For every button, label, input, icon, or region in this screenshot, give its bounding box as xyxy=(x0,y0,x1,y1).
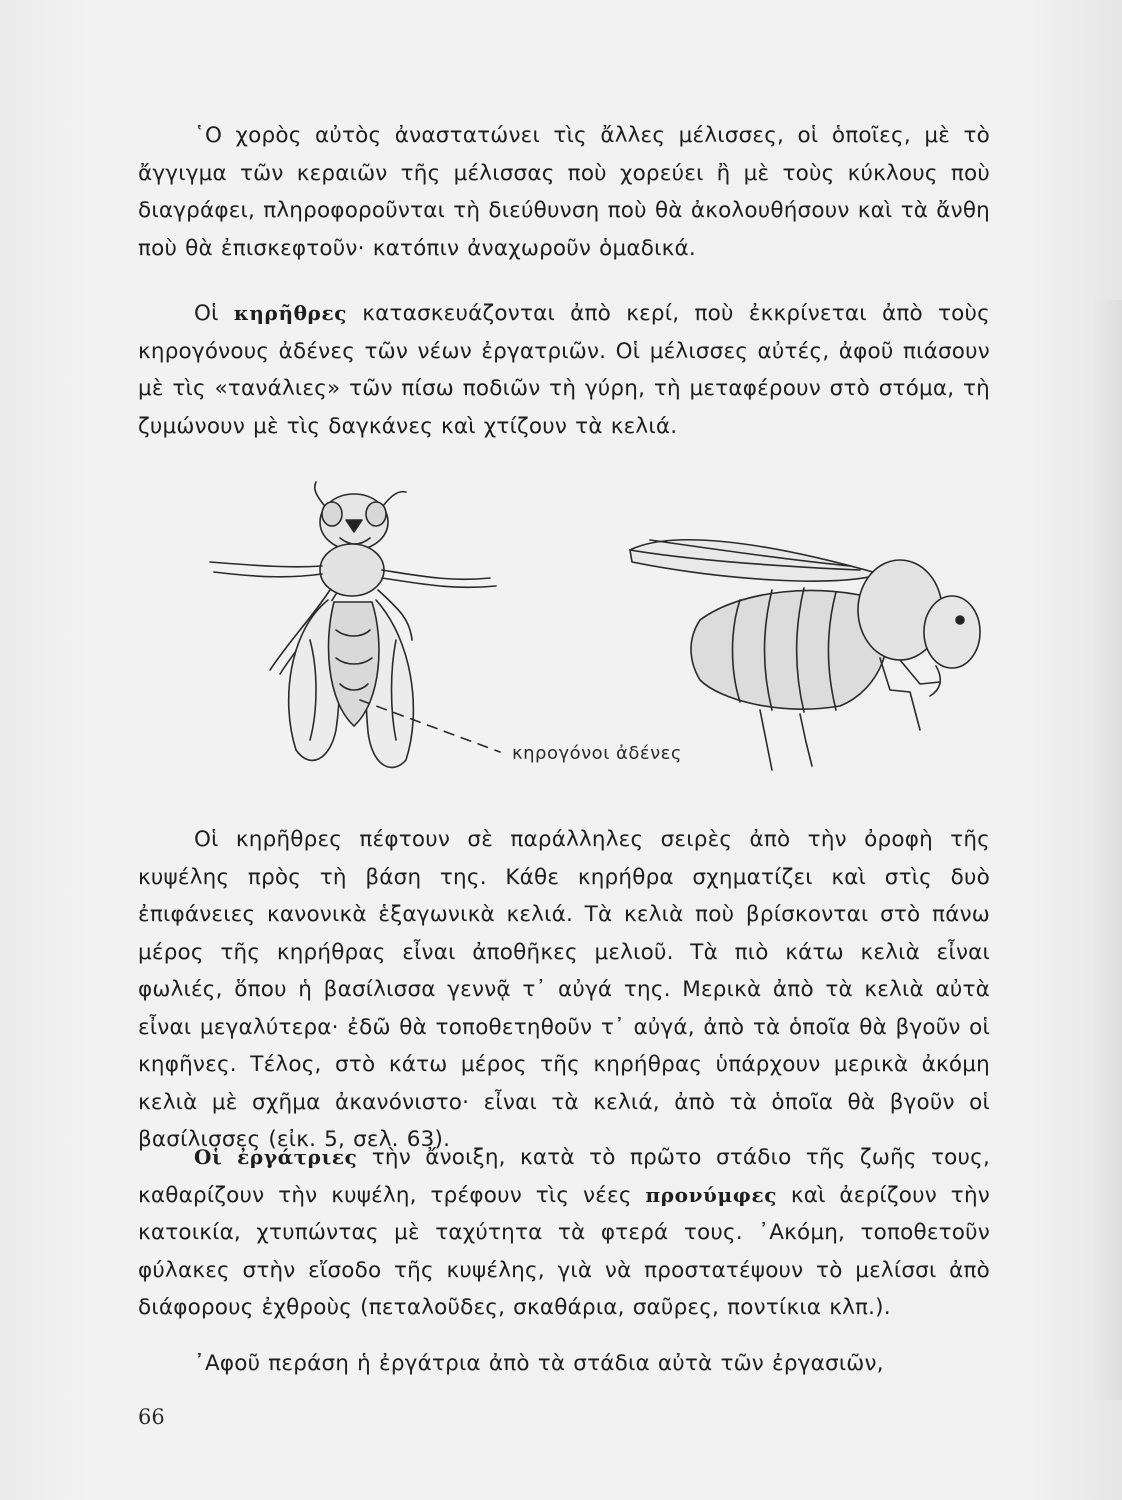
figure-caption: κηρογόνοι ἀδένες xyxy=(512,743,682,764)
paragraph-text: ᾿Αφοῦ περάση ἡ ἐργάτρια ἀπὸ τὰ στάδια αὐτὰ τῶν ἐργασιῶν, xyxy=(194,1351,884,1376)
term-pronymfes: προνύμφες xyxy=(645,1182,778,1207)
paragraph-workers xyxy=(138,1139,990,1327)
paragraph-text: κατασκευάζονται ἀπὸ κερί, ποὺ ἐκκρίνεται ἀπὸ τοὺς κηρογόνους ἀδένες τῶν νέων ἐργατριῶν. Οἱ μέλισσες αὐτές, ἀφοῦ πιάσουν μὲ τὶς «τανάλιες» τῶν πίσω ποδιῶν τὴ γύρη, τὴ μεταφέρουν στὸ στόμα, τὴ ζυμώνουν μὲ τὶς δαγκάνες καὶ χτίζουν τὰ κελιά. xyxy=(138,301,990,439)
paragraph-lead: Οἱ xyxy=(194,301,219,326)
paragraph-bee-dance xyxy=(138,117,990,267)
paragraph-text: καὶ ἀερίζουν τὴν κατοικία, χτυπώντας μὲ ταχύτητα τὰ φτερά τους. ᾿Ακόμη, τοποθετοῦν φύλακες στὴν εἴσοδο τῆς κυψέλης, γιὰ νὰ προστατέψουν τὸ μελίσσι ἀπὸ διάφορους ἐχθροὺς (πεταλοῦδες, σκαθάρια, σαῦρες, ποντίκια κλπ.). xyxy=(138,1182,990,1320)
paragraph-combs-structure xyxy=(138,821,990,1159)
bee-illustration xyxy=(200,470,1000,790)
page-number: 66 xyxy=(138,1405,165,1429)
term-ergatries: Οἱ ἐργάτριες xyxy=(194,1145,358,1169)
paragraph-text: τὴν ἄνοιξη, κατὰ τὸ πρῶτο στάδιο τῆς ζωῆς τους, καθαρίζουν τὴν κυψέλη, τρέφουν τὶς νέες xyxy=(138,1145,990,1208)
bee-side-icon xyxy=(630,540,980,770)
bee-drawing xyxy=(200,470,1000,790)
paragraph-text: ῾Ο χορὸς αὐτὸς ἀναστατώνει τὶς ἄλλες μέλισσες, οἱ ὁποῖες, μὲ τὸ ἄγγιγμα τῶν κεραιῶν τῆς μέλισσας ποὺ χορεύει ἢ μὲ τοὺς κύκλους ποὺ διαγράφει, πληροφοροῦνται τὴ διεύθυνση ποὺ θὰ ἀκολουθήσουν καὶ τὰ ἄνθη ποὺ θὰ ἐπισκεφτοῦν· κατόπιν ἀναχωροῦν ὁμαδικά. xyxy=(138,123,990,261)
paragraph-honeycombs xyxy=(138,295,990,445)
paragraph-text: Οἱ κηρῆθρες πέφτουν σὲ παράλληλες σειρὲς ἀπὸ τὴν ὀροφὴ τῆς κυψέλης πρὸς τὴ βάση της. Κάθε κηρήθρα σχηματίζει καὶ στὶς δυὸ ἐπιφάνειες κανονικὰ ἑξαγωνικὰ κελιά. Τὰ κελιὰ ποὺ βρίσκονται στὸ πάνω μέρος τῆς κηρήθρας εἶναι ἀποθῆκες μελιοῦ. Τὰ πιὸ κάτω κελιὰ εἶναι φωλιές, ὅπου ἡ βασίλισσα γεννᾷ τ᾽ αὐγά της. Μερικὰ ἀπὸ τὰ κελιὰ αὐτὰ εἶναι μεγαλύτερα· ἐδῶ θὰ τοποθετηθοῦν τ᾽ αὐγά, ἀπὸ τὰ ὁποῖα θὰ βγοῦν οἱ κηφῆνες. Τέλος, στὸ κάτω μέρος τῆς κηρήθρας ὑπάρχουν μερικὰ ἀκόμη κελιὰ μὲ σχῆμα ἀκανόνιστο· εἶναι τὰ κελιά, ἀπὸ τὰ ὁποῖα θὰ βγοῦν οἱ βασίλισσες (εἰκ. 5, σελ. 63). xyxy=(138,827,990,1152)
paragraph-continuation xyxy=(138,1345,990,1383)
bee-ventral-icon xyxy=(210,482,500,767)
page-shadow xyxy=(1092,300,1122,1400)
term-kirithres: κηρῆθρες xyxy=(233,301,347,325)
